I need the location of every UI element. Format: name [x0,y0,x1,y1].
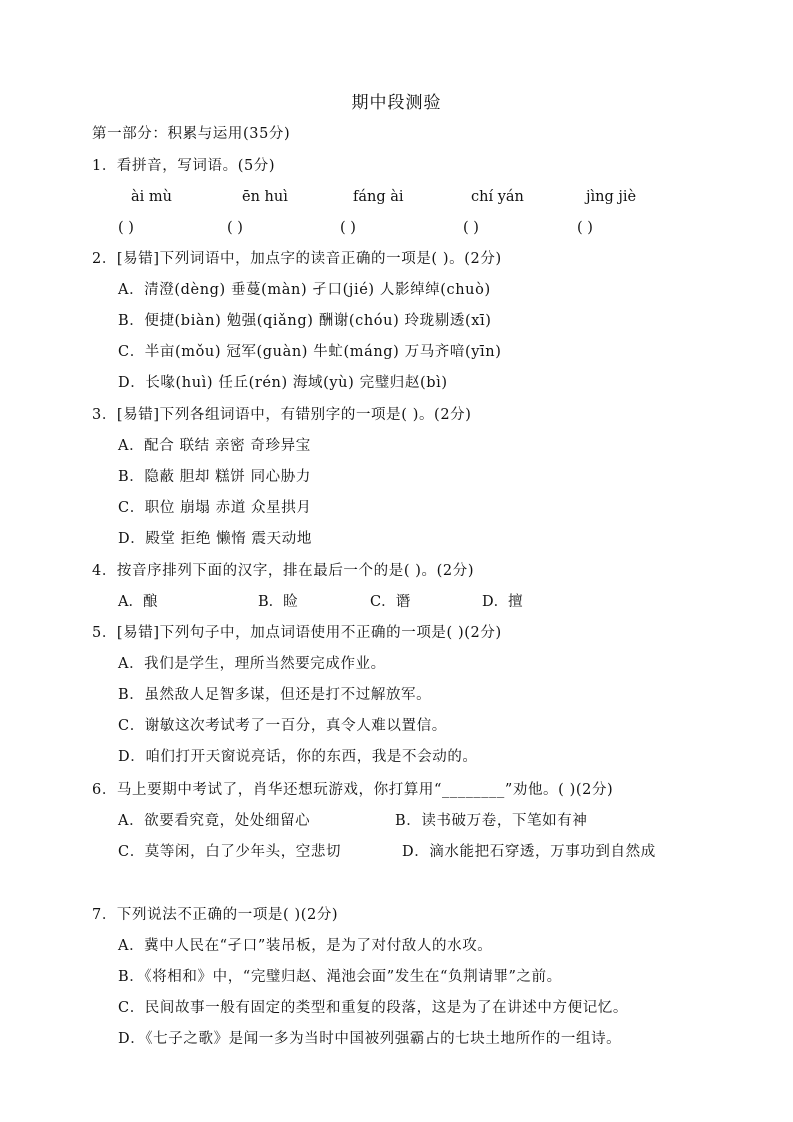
question-7-option-c: C．民间故事一般有固定的类型和重复的段落，这是为了在讲述中方便记忆。 [118,1000,628,1016]
question-5-option-d: D．咱们打开天窗说亮话，你的东西，我是不会动的。 [118,749,478,765]
question-6-option-a: A．欲要看究竟，处处细留心 [118,813,311,829]
question-3-option-d: D．殿堂 拒绝 懒惰 震天动地 [118,531,312,547]
pinyin-2: ēn huì [242,189,288,205]
question-1-stem: 1．看拼音，写词语。(5分) [92,158,276,174]
answer-blank-3[interactable]: ( ) [340,220,356,236]
answer-blank-1[interactable]: ( ) [118,220,134,236]
answer-blank-2[interactable]: ( ) [227,220,243,236]
page-title: 期中段测验 [351,93,442,113]
question-3-stem: 3．[易错]下列各组词语中，有错别字的一项是( )。(2分) [92,407,472,423]
question-4-option-c: C．谮 [370,594,411,610]
pinyin-3: fáng ài [353,189,404,205]
question-2-option-c: C．半亩(mǒu) 冠军(guàn) 牛虻(máng) 万马齐喑(yīn) [118,344,502,360]
question-6-option-c: C．莫等闲，白了少年头，空悲切 [118,844,342,860]
question-4-option-d: D．擅 [482,594,523,610]
question-3-option-b: B．隐蔽 胆却 糕饼 同心胁力 [118,469,311,485]
question-4-option-b: B．睑 [258,594,298,610]
question-3-option-a: A．配合 联结 亲密 奇珍异宝 [118,438,311,454]
pinyin-1: ài mù [131,189,172,205]
question-3-option-c: C．职位 崩塌 赤道 众星拱月 [118,500,312,516]
pinyin-4: chí yán [471,189,524,205]
question-6-option-b: B．读书破万卷，下笔如有神 [395,813,588,829]
question-4-option-a: A．酿 [118,594,158,610]
question-7-stem: 7．下列说法不正确的一项是( )(2分) [92,907,339,923]
section-heading: 第一部分：积累与运用(35分) [92,126,291,142]
question-7-option-a: A．冀中人民在“孑口”装吊板，是为了对付敌人的水攻。 [118,938,493,954]
pinyin-5: jìng jiè [586,189,637,205]
question-5-option-b: B．虽然敌人足智多谋，但还是打不过解放军。 [118,687,432,703]
question-2-option-d: D．长喙(huì) 任丘(rén) 海域(yù) 完璧归赵(bì) [118,375,448,391]
answer-blank-4[interactable]: ( ) [463,220,479,236]
question-2-stem: 2．[易错]下列词语中，加点字的读音正确的一项是( )。(2分) [92,251,502,267]
question-7-option-d: D．《七子之歌》是闻一多为当时中国被列强霸占的七块土地所作的一组诗。 [118,1031,622,1047]
question-7-option-b: B．《将相和》中，“完璧归赵、渑池会面”发生在“负荆请罪”之前。 [118,969,562,985]
question-6-stem: 6．马上要期中考试了，肖华还想玩游戏，你打算用“________”劝他。( )(2分) [92,782,614,798]
question-2-option-a: A．清澄(dèng) 垂蔓(màn) 孑口(jié) 人影绰绰(chuò) [118,282,491,298]
question-5-option-c: C．谢敏这次考试考了一百分，真令人难以置信。 [118,718,447,734]
answer-blank-5[interactable]: ( ) [577,220,593,236]
question-5-stem: 5．[易错]下列句子中，加点词语使用不正确的一项是( )(2分) [92,625,502,641]
question-4-stem: 4．按音序排列下面的汉字，排在最后一个的是( )。(2分) [92,563,475,579]
question-2-option-b: B．便捷(biàn) 勉强(qiǎng) 酬谢(chóu) 玲珑剔透(xī) [118,313,492,329]
question-5-option-a: A．我们是学生，理所当然要完成作业。 [118,656,386,672]
question-6-option-d: D．滴水能把石穿透，万事功到自然成 [402,844,656,860]
